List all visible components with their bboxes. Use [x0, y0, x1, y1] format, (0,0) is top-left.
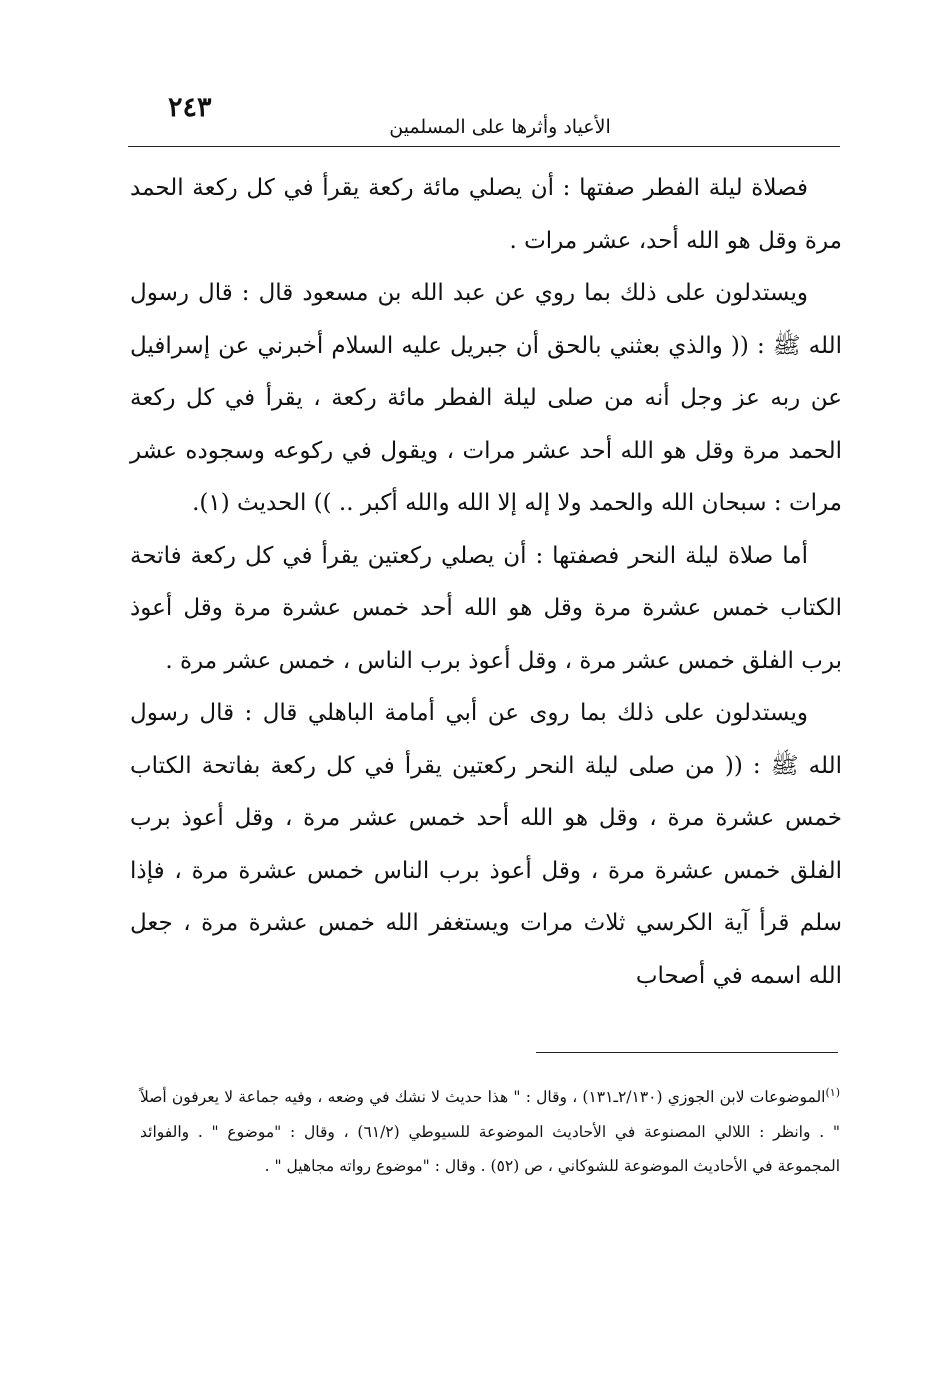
body-text [130, 162, 842, 1002]
page-number: ٢٤٣ [168, 92, 212, 123]
footnote [140, 1076, 840, 1184]
footnote-marker: (١) [825, 1086, 840, 1099]
paragraph-nahr-evidence: ويستدلون على ذلك بما روى عن أبي أمامة الباهلي قال : قال رسول الله ﷺ : (( من صلى ليلة النحر ركعتين يقرأ في كل ركعة بفاتحة الكتاب خمس عشرة مرة ، وقل هو الله أحد خمس عشر مرة ، وقل أعوذ برب الفلق خمس عشرة مرة ، وقل أعوذ برب الناس خمس عشرة مرة ، فإذا سلم قرأ آية الكرسي ثلاث مرات ويستغفر الله خمس عشرة مرة ، جعل الله اسمه في أصحاب [130, 700, 842, 989]
header-rule [128, 146, 840, 147]
paragraph-fitr-prayer: فصلاة ليلة الفطر صفتها : أن يصلي مائة ركعة يقرأ في كل ركعة الحمد مرة وقل هو الله أحد، عشر مرات . [130, 175, 842, 254]
footnote-separator [536, 1052, 838, 1053]
running-title: الأعياد وأثرها على المسلمين [389, 116, 611, 138]
paragraph-fitr-evidence: ويستدلون على ذلك بما روي عن عبد الله بن مسعود قال : قال رسول الله ﷺ : (( والذي بعثني بالحق أن جبريل عليه السلام أخبرني عن إسرافيل عن ربه عز وجل أنه من صلى ليلة الفطر مائة ركعة ، يقرأ في كل ركعة الحمد مرة وقل هو الله أحد عشر مرات ، ويقول في ركوعه وسجوده عشر مرات : سبحان الله والحمد ولا إله إلا الله والله أكبر .. )) الحديث (١). [130, 280, 842, 516]
paragraph-nahr-prayer: أما صلاة ليلة النحر فصفتها : أن يصلي ركعتين يقرأ في كل ركعة فاتحة الكتاب خمس عشرة مرة وقل هو الله أحد خمس عشرة مرة وقل أعوذ برب الفلق خمس عشر مرة ، وقل أعوذ برب الناس ، خمس عشر مرة . [130, 542, 842, 674]
footnote-text: الموضوعات لابن الجوزي (٢/١٣٠ـ١٣١) ، وقال : " هذا حديث لا نشك في وضعه ، وفيه جماعة لا يعرفون أصلاً " . وانظر : اللالي المصنوعة في الأحاديث الموضوعة للسيوطي (٦١/٢) ، وقال : "موضوع " . والفوائد المجموعة في الأحاديث الموضوعة للشوكاني ، ص (٥٢) . وقال : "موضوع رواته مجاهيل " . [140, 1088, 840, 1176]
